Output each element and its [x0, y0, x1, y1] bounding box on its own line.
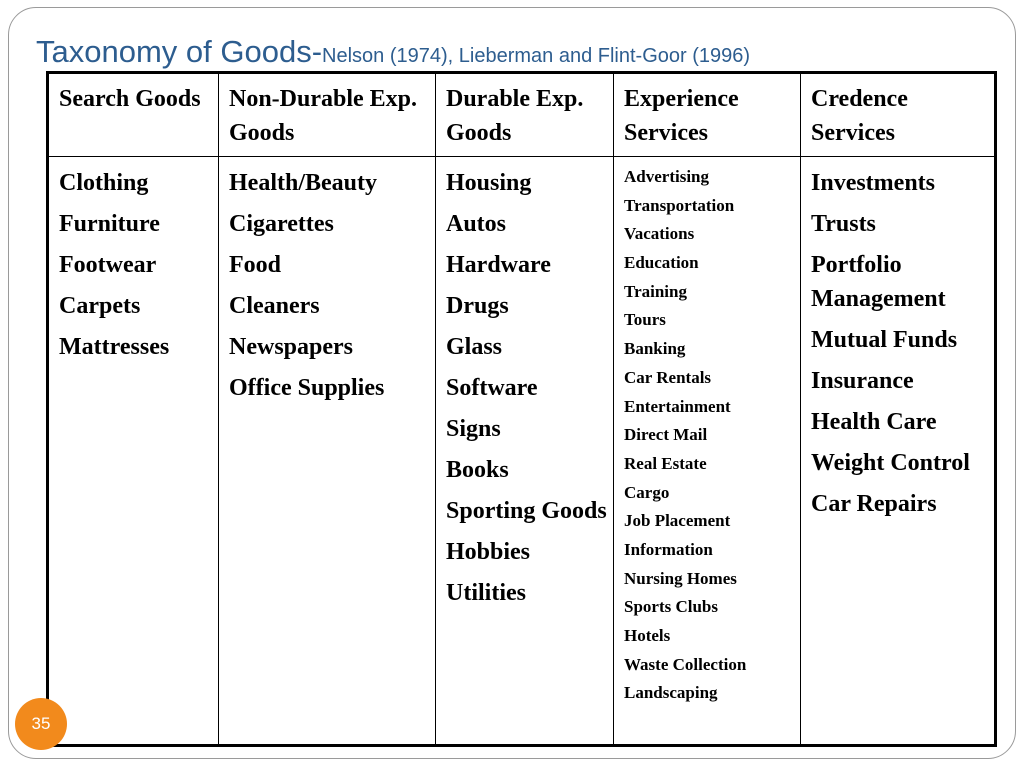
list-item: Health Care	[811, 409, 937, 435]
cell-durable-exp-goods	[436, 157, 614, 746]
list-item: Mutual Funds	[811, 327, 958, 353]
cell-search-goods	[48, 157, 219, 746]
list-item: Glass	[446, 334, 503, 360]
list-item: Vacations	[624, 224, 695, 244]
list-item: Clothing	[59, 170, 149, 196]
title-citation: Nelson (1974), Lieberman and Flint-Goor (1996)	[322, 45, 751, 67]
list-item: Food	[229, 252, 282, 278]
list-item: Waste Collection	[624, 654, 747, 674]
list-item: Mattresses	[59, 334, 170, 360]
title-main: Taxonomy of Goods-	[36, 34, 323, 69]
list-item: Software	[446, 375, 538, 401]
header-durable-exp-goods: Durable Exp. Goods	[436, 73, 614, 157]
table-header-row	[48, 73, 996, 157]
list-item: Training	[624, 281, 687, 301]
list-item: Portfolio Management	[811, 252, 946, 312]
list-item: Carpets	[59, 293, 141, 319]
slide-number-badge: 35	[15, 698, 67, 750]
list-item: Furniture	[59, 211, 160, 237]
list-item: Signs	[446, 416, 501, 442]
list-item: Autos	[446, 211, 507, 237]
list-item: Footwear	[59, 252, 157, 278]
list-item: Car Repairs	[811, 491, 937, 517]
list-item: Hotels	[624, 626, 671, 645]
list-item: Cargo	[624, 482, 670, 502]
list-item: Hobbies	[446, 539, 531, 565]
list-item: Direct Mail	[624, 425, 708, 445]
list-item: Landscaping	[624, 683, 718, 703]
header-credence-services: Credence Services	[801, 73, 996, 157]
list-item: Sporting Goods	[446, 498, 607, 524]
list-item: Nursing Homes	[624, 568, 737, 588]
list-item: Housing	[446, 170, 532, 196]
header-experience-services: Experience Services	[614, 73, 801, 157]
list-item: Hardware	[446, 252, 551, 278]
slide-title	[36, 34, 996, 70]
header-search-goods: Search Goods	[48, 73, 219, 157]
cell-experience-services	[614, 157, 801, 746]
header-non-durable-exp-goods: Non-Durable Exp. Goods	[219, 73, 436, 157]
list-item: Utilities	[446, 580, 526, 606]
list-item: Real Estate	[624, 453, 707, 473]
list-item: Job Placement	[624, 511, 731, 531]
cell-non-durable-exp-goods	[219, 157, 436, 746]
list-item: Newspapers	[229, 334, 353, 360]
list-item: Cleaners	[229, 293, 320, 319]
cell-credence-services	[801, 157, 996, 746]
list-item: Tours	[624, 310, 666, 330]
list-item: Information	[624, 539, 713, 559]
list-item: Car Rentals	[624, 367, 712, 387]
list-item: Advertising	[624, 167, 709, 186]
list-item: Books	[446, 457, 509, 483]
list-item: Drugs	[446, 293, 509, 319]
list-item: Banking	[624, 339, 686, 359]
list-item: Sports Clubs	[624, 597, 719, 617]
list-item: Office Supplies	[229, 375, 385, 401]
list-item: Cigarettes	[229, 211, 334, 237]
list-item: Education	[624, 253, 699, 273]
table-body-row	[48, 157, 996, 746]
list-item: Entertainment	[624, 396, 731, 416]
list-item: Health/Beauty	[229, 170, 377, 196]
list-item: Transportation	[624, 195, 735, 215]
goods-taxonomy-table	[46, 71, 997, 747]
list-item: Investments	[811, 170, 935, 196]
list-item: Insurance	[811, 368, 914, 394]
list-item: Weight Control	[811, 450, 970, 476]
list-item: Trusts	[811, 211, 876, 237]
